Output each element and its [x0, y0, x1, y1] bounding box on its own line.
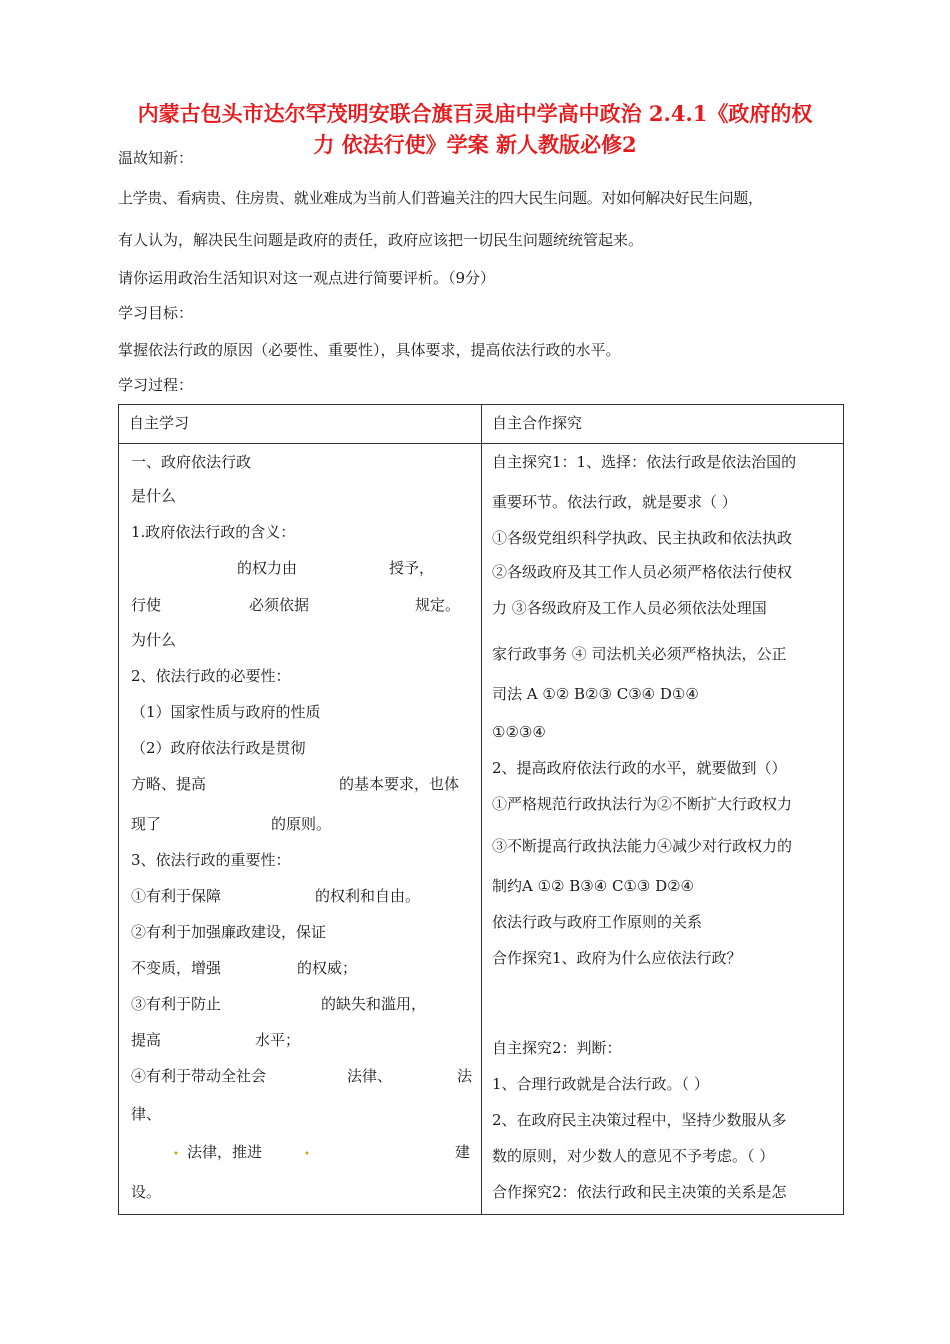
cooperative-cell — [482, 444, 844, 1215]
left-line: 2、依法行政的必要性： — [131, 667, 291, 685]
left-line: 1.政府依法行政的含义： — [131, 523, 296, 541]
dot-mark: • — [304, 1149, 310, 1160]
left-line: 的权威； — [297, 959, 358, 977]
right-line: ②各级政府及其工作人员必须严格依法行使权 — [492, 563, 793, 581]
review-paragraph-1: 上学贵、看病贵、住房贵、就业难成为当前人们普遍关注的四大民生问题。对如何解决好民生问题， — [118, 189, 763, 207]
document-title — [110, 98, 840, 160]
right-line: ①②③④ — [492, 723, 546, 741]
left-line: （2）政府依法行政是贯彻 — [131, 739, 306, 757]
right-line: 家行政事务 ④ 司法机关必须严格执法，公正 — [492, 645, 787, 663]
left-line: 是什么 — [131, 487, 177, 505]
right-line: ①各级党组织科学执政、民主执政和依法执政 — [492, 529, 793, 547]
left-line: 授予， — [389, 559, 435, 577]
left-line: ③有利于防止 — [131, 995, 222, 1013]
review-paragraph-2: 有人认为，解决民生问题是政府的责任，政府应该把一切民生问题统统管起来。 — [118, 231, 644, 249]
left-line: 3、依法行政的重要性： — [131, 851, 291, 869]
right-line: 2、提高政府依法行政的水平，就要做到（） — [492, 759, 787, 777]
dot-mark: • — [173, 1149, 179, 1160]
left-line: 水平； — [255, 1031, 301, 1049]
goal-heading: 学习目标： — [118, 304, 194, 322]
title-line-1: 内蒙古包头市达尔罕茂明安联合旗百灵庙中学高中政治 2.4.1《政府的权 — [137, 101, 813, 126]
left-line: 一、政府依法行政 — [131, 453, 252, 471]
left-line: 的缺失和滥用， — [321, 995, 427, 1013]
right-line: 自主探究1：1、选择：依法行政是依法治国的 — [492, 453, 797, 471]
study-table — [118, 404, 844, 1215]
right-line: 合作探究1、政府为什么应依法行政？ — [492, 949, 742, 967]
right-line: 制约A ①② B③④ C①③ D②④ — [492, 877, 695, 895]
left-line: ①有利于保障 — [131, 887, 222, 905]
col-header-self-study: 自主学习 — [119, 405, 482, 444]
left-line: 法 — [457, 1067, 473, 1085]
left-line: 法律，推进 — [187, 1143, 263, 1161]
right-line: 数的原则，对少数人的意见不予考虑。（ ） — [492, 1147, 775, 1165]
left-line: 建 — [455, 1143, 471, 1161]
left-line: ④有利于带动全社会 — [131, 1067, 267, 1085]
left-line: （1）国家性质与政府的性质 — [131, 703, 321, 721]
left-line: 必须依据 — [249, 596, 310, 614]
right-line: 1、合理行政就是合法行政。（ ） — [492, 1075, 709, 1093]
col-header-cooperative: 自主合作探究 — [482, 405, 844, 444]
left-line: ②有利于加强廉政建设，保证 — [131, 923, 327, 941]
review-paragraph-3: 请你运用政治生活知识对这一观点进行简要评析。（9分） — [118, 269, 496, 287]
right-line: 自主探究2：判断： — [492, 1039, 622, 1057]
right-line: 重要环节。依法行政，就是要求（ ） — [492, 493, 737, 511]
left-line: 为什么 — [131, 631, 177, 649]
self-study-cell — [119, 444, 482, 1215]
review-heading: 温故知新： — [118, 149, 194, 167]
left-line: 提高 — [131, 1031, 162, 1049]
right-line: ①严格规范行政执法行为②不断扩大行政权力 — [492, 795, 793, 813]
goal-text: 掌握依法行政的原因（必要性、重要性），具体要求，提高依法行政的水平。 — [118, 341, 621, 359]
right-line: 力 ③各级政府及工作人员必须依法处理国 — [492, 599, 767, 617]
left-line: 的原则。 — [271, 815, 332, 833]
left-line: 的权力由 — [237, 559, 298, 577]
left-line: 设。 — [131, 1183, 162, 1201]
left-line: 规定。 — [415, 596, 461, 614]
right-line: 依法行政与政府工作原则的关系 — [492, 913, 703, 931]
left-line: 的基本要求，也体 — [339, 775, 460, 793]
right-line: 司法 A ①② B②③ C③④ D①④ — [492, 685, 699, 703]
right-line: ③不断提高行政执法能力④减少对行政权力的 — [492, 837, 793, 855]
left-line: 现了 — [131, 815, 162, 833]
right-line: 2、在政府民主决策过程中，坚持少数服从多 — [492, 1111, 787, 1129]
process-heading: 学习过程： — [118, 376, 194, 394]
left-line: 的权利和自由。 — [315, 887, 421, 905]
left-line: 不变质，增强 — [131, 959, 222, 977]
title-line-2: 力 依法行使》学案 新人教版必修2 — [313, 132, 637, 157]
left-line: 方略、提高 — [131, 775, 207, 793]
left-line: 行使 — [131, 596, 162, 614]
right-line: 合作探究2：依法行政和民主决策的关系是怎 — [492, 1183, 787, 1201]
left-line: 法律、 — [347, 1067, 393, 1085]
left-line: 律、 — [131, 1105, 162, 1123]
